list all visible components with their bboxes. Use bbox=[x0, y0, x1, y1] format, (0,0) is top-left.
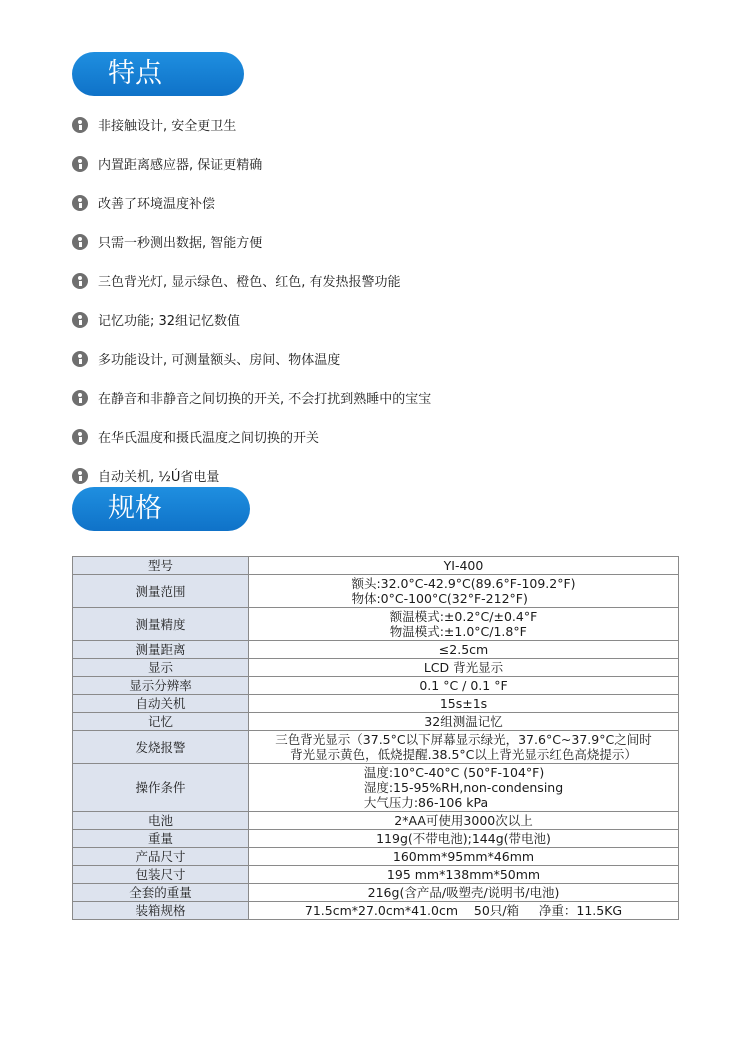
spec-value-line: 温度:10°C-40°C (50°F-104°F) bbox=[363, 765, 545, 780]
info-icon bbox=[72, 117, 88, 133]
spec-value-line: 0.1 °C / 0.1 °F bbox=[419, 678, 508, 693]
table-row bbox=[73, 575, 679, 608]
feature-text: 非接触设计, 安全更卫生 bbox=[98, 119, 237, 134]
spec-key: 全套的重量 bbox=[73, 884, 249, 902]
table-row bbox=[73, 884, 679, 902]
spec-key: 测量范围 bbox=[73, 575, 249, 608]
spec-value bbox=[249, 659, 679, 677]
feature-item bbox=[72, 105, 431, 144]
feature-item bbox=[72, 339, 431, 378]
spec-value-line: 湿度:15-95%RH,non-condensing bbox=[363, 780, 564, 795]
spec-value-line: 大气压力:86-106 kPa bbox=[363, 795, 489, 810]
feature-text: 多功能设计, 可测量额头、房间、物体温度 bbox=[98, 353, 341, 368]
feature-text: 在静音和非静音之间切换的开关, 不会打扰到熟睡中的宝宝 bbox=[98, 392, 432, 407]
feature-item bbox=[72, 183, 431, 222]
features-list bbox=[72, 105, 431, 495]
spec-key: 型号 bbox=[73, 557, 249, 575]
spec-value-line: 物温模式:±1.0°C/1.8°F bbox=[389, 624, 527, 639]
specs-heading: 规格 bbox=[72, 487, 250, 531]
spec-value-line: 71.5cm*27.0cm*41.0cm 50只/箱 净重：11.5KG bbox=[304, 903, 623, 918]
features-heading: 特点 bbox=[72, 52, 244, 96]
spec-value-line: 15s±1s bbox=[439, 696, 488, 711]
spec-value bbox=[249, 608, 679, 641]
table-row bbox=[73, 764, 679, 812]
feature-item bbox=[72, 417, 431, 456]
feature-text: 只需一秒测出数据, 智能方便 bbox=[98, 236, 263, 251]
spec-value bbox=[249, 884, 679, 902]
spec-key: 显示 bbox=[73, 659, 249, 677]
feature-text: 三色背光灯, 显示绿色、橙色、红色, 有发热报警功能 bbox=[98, 275, 401, 290]
spec-key: 电池 bbox=[73, 812, 249, 830]
feature-item bbox=[72, 222, 431, 261]
info-icon bbox=[72, 351, 88, 367]
spec-key: 重量 bbox=[73, 830, 249, 848]
table-row bbox=[73, 866, 679, 884]
table-row bbox=[73, 713, 679, 731]
table-row bbox=[73, 731, 679, 764]
feature-text: 在华氏温度和摄氏温度之间切换的开关 bbox=[98, 431, 320, 446]
spec-value-line: 216g(含产品/吸塑壳/说明书/电池) bbox=[367, 885, 560, 900]
spec-key: 操作条件 bbox=[73, 764, 249, 812]
spec-key: 包装尺寸 bbox=[73, 866, 249, 884]
feature-text: 记忆功能; 32组记忆数值 bbox=[98, 314, 241, 329]
table-row bbox=[73, 557, 679, 575]
spec-table bbox=[72, 556, 679, 920]
spec-value-line: 物体:0°C-100°C(32°F-212°F) bbox=[351, 591, 528, 606]
feature-text: 内置距离感应器, 保证更精确 bbox=[98, 158, 263, 173]
info-icon bbox=[72, 234, 88, 250]
spec-value-line: 2*AA可使用3000次以上 bbox=[394, 813, 533, 828]
feature-item bbox=[72, 261, 431, 300]
info-icon bbox=[72, 195, 88, 211]
table-row bbox=[73, 608, 679, 641]
spec-value-line: 额温模式:±0.2°C/±0.4°F bbox=[389, 609, 538, 624]
table-row bbox=[73, 677, 679, 695]
spec-value bbox=[249, 641, 679, 659]
spec-value bbox=[249, 764, 679, 812]
spec-key: 测量精度 bbox=[73, 608, 249, 641]
info-icon bbox=[72, 390, 88, 406]
spec-value-line: 160mm*95mm*46mm bbox=[392, 849, 535, 864]
table-row bbox=[73, 830, 679, 848]
feature-item bbox=[72, 300, 431, 339]
spec-value-line: 三色背光显示（37.5°C以下屏幕显示绿光，37.6°C~37.9°C之间时 bbox=[275, 732, 652, 747]
spec-value-line: ≤2.5cm bbox=[438, 642, 489, 657]
table-row bbox=[73, 695, 679, 713]
spec-value bbox=[249, 902, 679, 920]
spec-value bbox=[249, 575, 679, 608]
spec-value-line: 119g(不带电池);144g(带电池) bbox=[376, 831, 551, 846]
feature-item bbox=[72, 378, 431, 417]
spec-value-line: LCD 背光显示 bbox=[423, 660, 504, 675]
spec-value bbox=[249, 830, 679, 848]
table-row bbox=[73, 902, 679, 920]
table-row bbox=[73, 812, 679, 830]
spec-key: 自动关机 bbox=[73, 695, 249, 713]
spec-value bbox=[249, 848, 679, 866]
spec-value-line: 32组测温记忆 bbox=[424, 714, 503, 729]
spec-key: 测量距离 bbox=[73, 641, 249, 659]
spec-value bbox=[249, 713, 679, 731]
spec-value-line: YI-400 bbox=[443, 558, 484, 573]
spec-key: 装箱规格 bbox=[73, 902, 249, 920]
spec-key: 记忆 bbox=[73, 713, 249, 731]
spec-value-line: 额头:32.0°C-42.9°C(89.6°F-109.2°F) bbox=[351, 576, 576, 591]
info-icon bbox=[72, 429, 88, 445]
spec-key: 产品尺寸 bbox=[73, 848, 249, 866]
info-icon bbox=[72, 468, 88, 484]
spec-value bbox=[249, 695, 679, 713]
spec-value bbox=[249, 866, 679, 884]
table-row bbox=[73, 641, 679, 659]
spec-value bbox=[249, 557, 679, 575]
spec-key: 发烧报警 bbox=[73, 731, 249, 764]
spec-value-line: 背光显示黄色，低烧提醒.38.5°C以上背光显示红色高烧提示） bbox=[290, 747, 637, 762]
info-icon bbox=[72, 273, 88, 289]
info-icon bbox=[72, 156, 88, 172]
spec-key: 显示分辨率 bbox=[73, 677, 249, 695]
table-row bbox=[73, 659, 679, 677]
spec-value-line: 195 mm*138mm*50mm bbox=[386, 867, 541, 882]
spec-value bbox=[249, 731, 679, 764]
info-icon bbox=[72, 312, 88, 328]
feature-item bbox=[72, 144, 431, 183]
spec-value bbox=[249, 677, 679, 695]
feature-text: 自动关机, ½Ú省电量 bbox=[98, 470, 220, 485]
spec-value bbox=[249, 812, 679, 830]
table-row bbox=[73, 848, 679, 866]
feature-text: 改善了环境温度补偿 bbox=[98, 197, 216, 212]
